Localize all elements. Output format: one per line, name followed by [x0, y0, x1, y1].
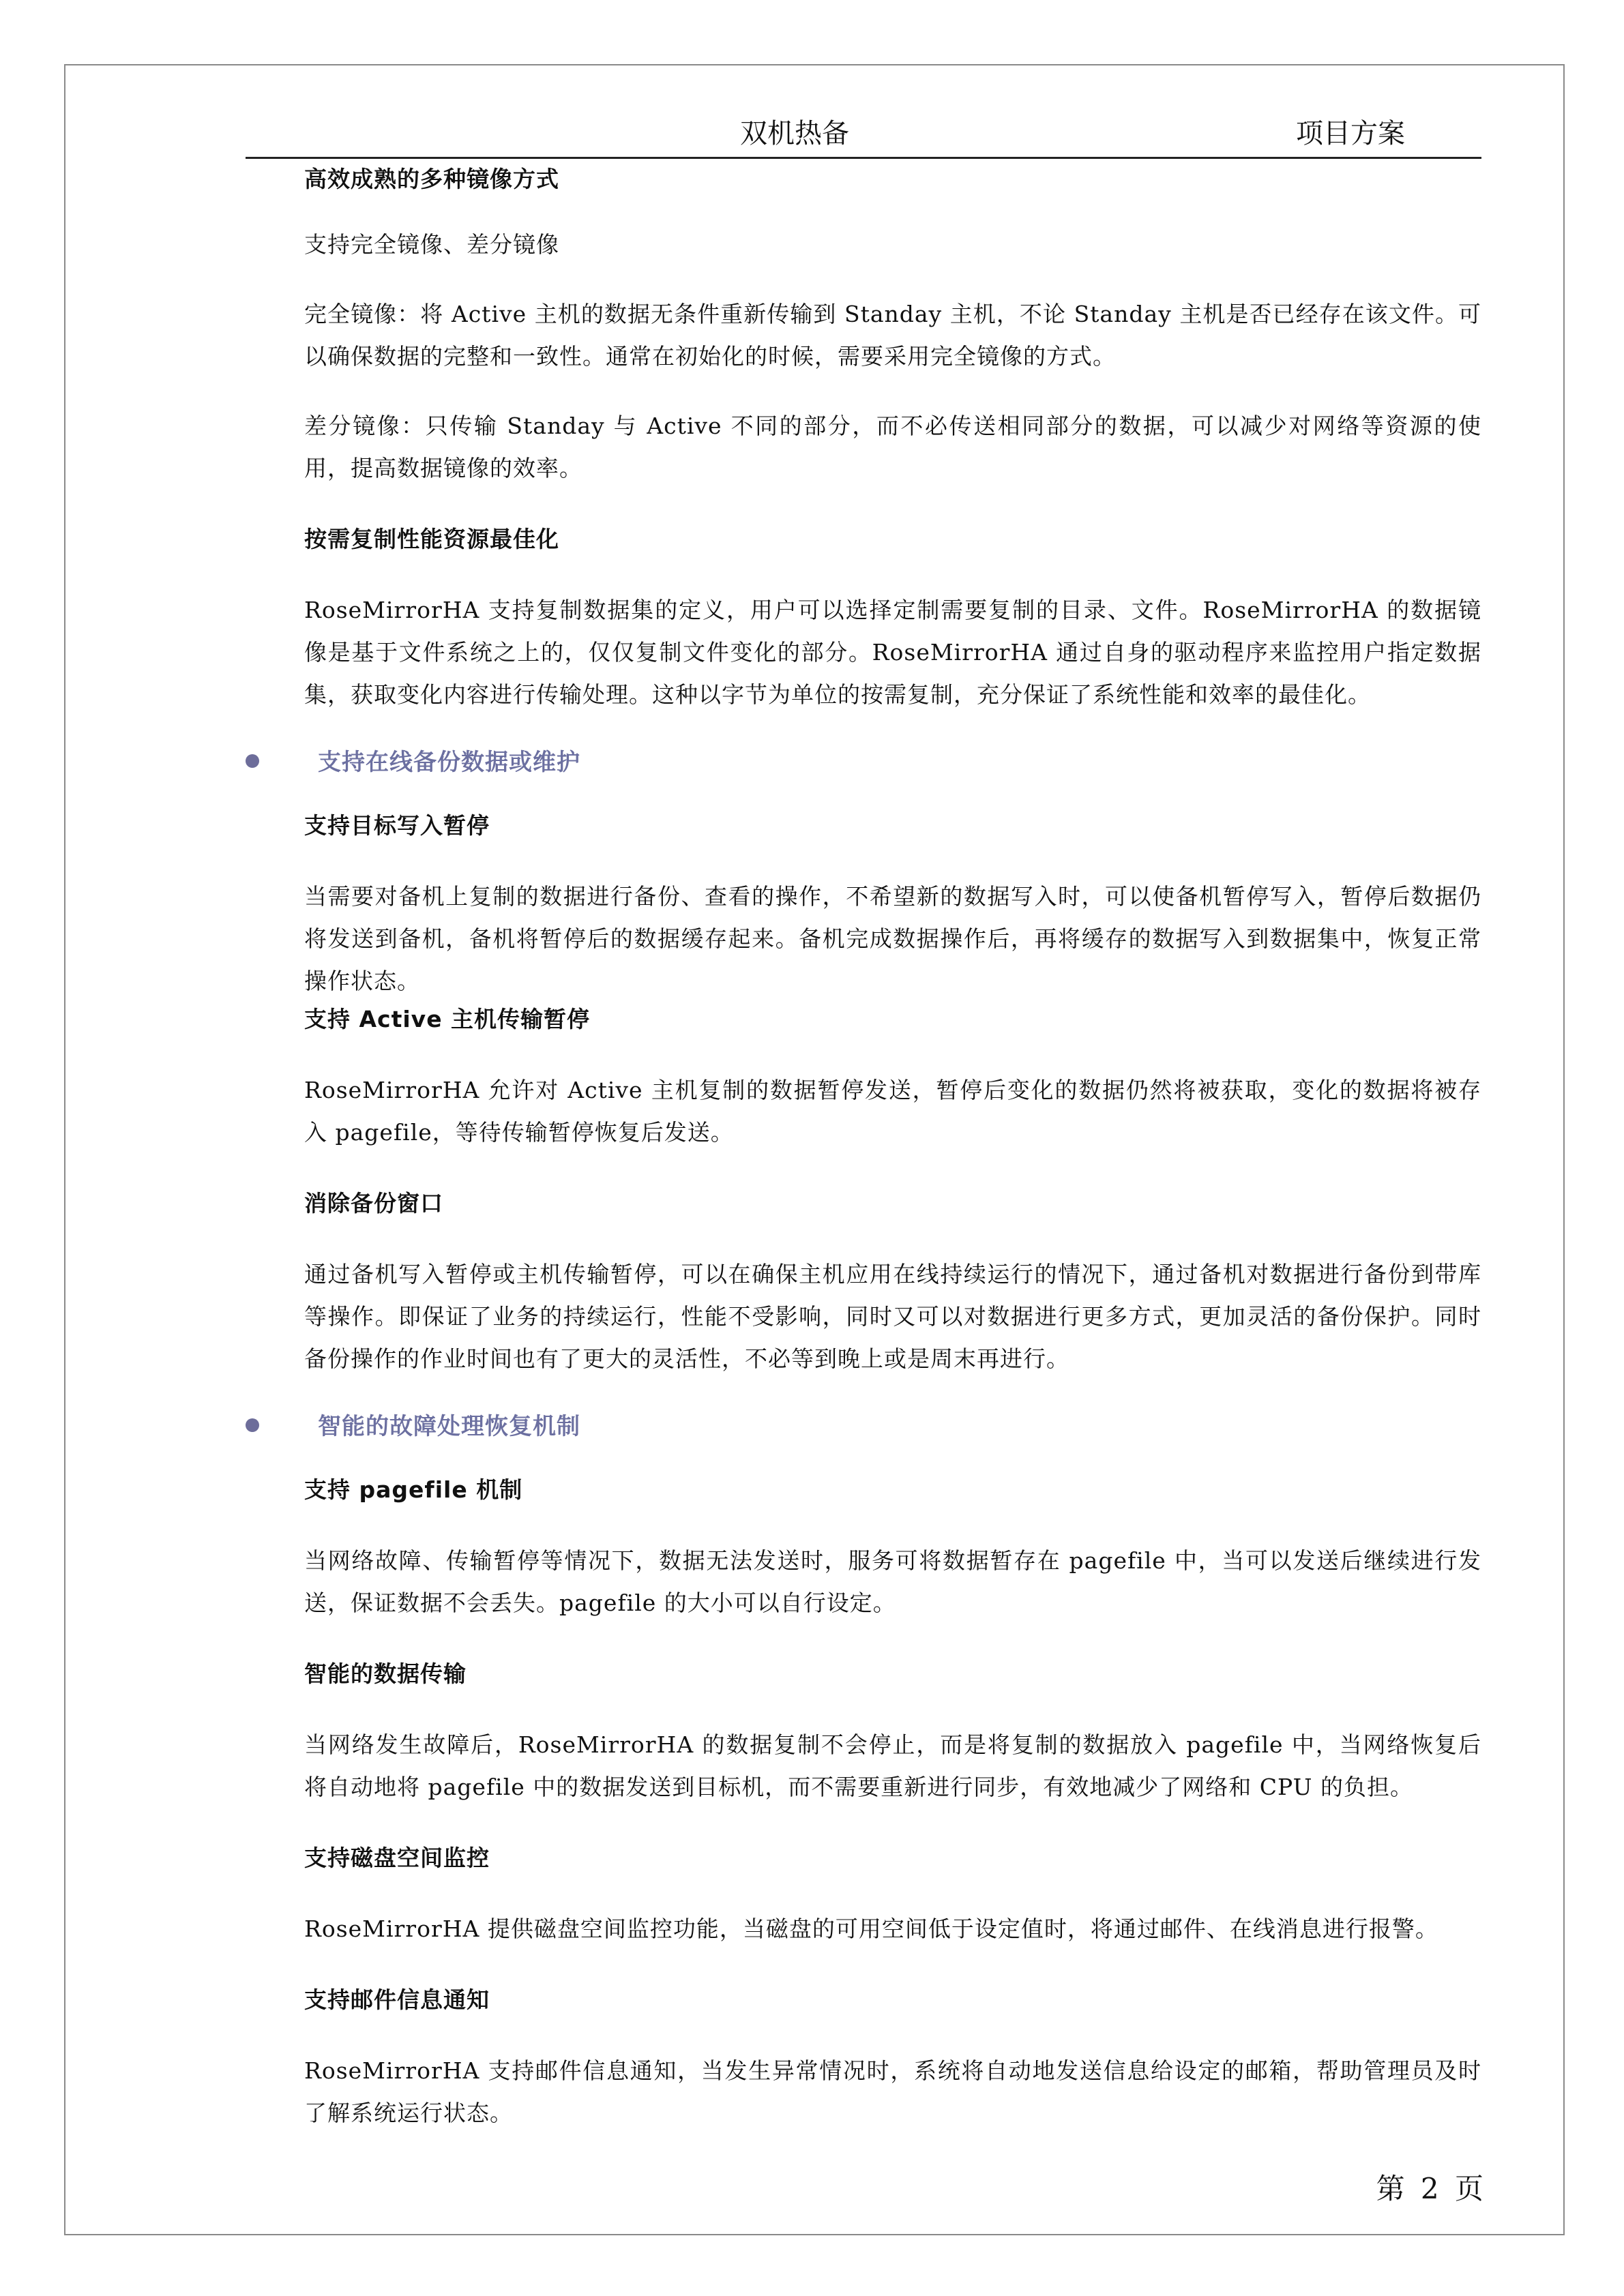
paragraph: RoseMirrorHA 提供磁盘空间监控功能，当磁盘的可用空间低于设定值时，将通过邮件、在线消息进行报警。 [304, 1915, 1438, 1942]
document-body [304, 162, 1481, 2134]
paragraph: 差分镜像：只传输 Standay 与 Active 不同的部分，而不必传送相同部分的数据，可以减少对网络等资源的使用，提高数据镜像的效率。 [304, 413, 1481, 481]
paragraph: RoseMirrorHA 支持邮件信息通知，当发生异常情况时，系统将自动地发送信息给设定的邮箱，帮助管理员及时了解系统运行状态。 [304, 2057, 1481, 2126]
paragraph: 通过备机写入暂停或主机传输暂停，可以在确保主机应用在线持续运行的情况下，通过备机对数据进行备份到带库等操作。即保证了业务的持续运行，性能不受影响，同时又可以对数据进行更多方式，更加灵活的备份保护。同时备份操作的作业时间也有了更大的灵活性，不必等到晚上或是周末再进行。 [304, 1261, 1481, 1372]
page-header [246, 109, 1481, 159]
heading-mirror-modes: 高效成熟的多种镜像方式 [304, 166, 559, 192]
paragraph: RoseMirrorHA 允许对 Active 主机复制的数据暂停发送，暂停后变化的数据仍然将被获取，变化的数据将被存入 pagefile，等待传输暂停恢复后发送。 [304, 1077, 1481, 1146]
heading-on-demand-copy: 按需复制性能资源最佳化 [304, 526, 559, 552]
paragraph: 当网络故障、传输暂停等情况下，数据无法发送时，服务可将数据暂存在 pagefile 中，当可以发送后继续进行发送，保证数据不会丢失。pagefile 的大小可以自行设定。 [304, 1547, 1481, 1616]
paragraph: 支持完全镜像、差分镜像 [304, 231, 559, 258]
bullet-dot-icon [246, 1418, 259, 1432]
paragraph: 当需要对备机上复制的数据进行备份、查看的操作，不希望新的数据写入时，可以使备机暂停写入，暂停后数据仍将发送到备机，备机将暂停后的数据缓存起来。备机完成数据操作后，再将缓存的数据写入到数据集中，恢复正常操作状态。 [304, 883, 1481, 994]
bullet-label: 支持在线备份数据或维护 [318, 749, 580, 776]
bullet-label: 智能的故障处理恢复机制 [318, 1413, 580, 1440]
paragraph: 当网络发生故障后，RoseMirrorHA 的数据复制不会停止，而是将复制的数据放入 pagefile 中，当网络恢复后将自动地将 pagefile 中的数据发送到目标机，而不需要重新进行同步，有效地减少了网络和 CPU 的负担。 [304, 1731, 1481, 1800]
paragraph: 完全镜像：将 Active 主机的数据无条件重新传输到 Standay 主机，不论 Standay 主机是否已经存在该文件。可以确保数据的完整和一致性。通常在初始化的时候，需要采用完全镜像的方式。 [304, 301, 1481, 370]
header-doc-type: 项目方案 [1296, 118, 1405, 149]
paragraph: RoseMirrorHA 支持复制数据集的定义，用户可以选择定制需要复制的目录、文件。RoseMirrorHA 的数据镜像是基于文件系统之上的，仅仅复制文件变化的部分。RoseMirrorHA 通过自身的驱动程序来监控用户指定数据集，获取变化内容进行传输处理。这种以字节为单位的按需复制，充分保证了系统性能和效率的最佳化。 [304, 597, 1481, 708]
heading-disk-monitor: 支持磁盘空间监控 [304, 1845, 490, 1871]
page-number: 第 2 页 [1376, 2172, 1483, 2205]
heading-eliminate-backup-window: 消除备份窗口 [304, 1190, 443, 1217]
heading-pagefile-mechanism: 支持 pagefile 机制 [304, 1476, 523, 1503]
heading-active-transfer-pause: 支持 Active 主机传输暂停 [304, 1006, 591, 1032]
bullet-online-backup [304, 743, 1481, 781]
heading-target-write-pause: 支持目标写入暂停 [304, 812, 490, 839]
heading-smart-transfer: 智能的数据传输 [304, 1660, 467, 1687]
header-title: 双机热备 [740, 118, 849, 149]
bullet-dot-icon [246, 754, 259, 768]
heading-mail-notify: 支持邮件信息通知 [304, 1986, 490, 2013]
bullet-fault-recovery [304, 1407, 1481, 1446]
